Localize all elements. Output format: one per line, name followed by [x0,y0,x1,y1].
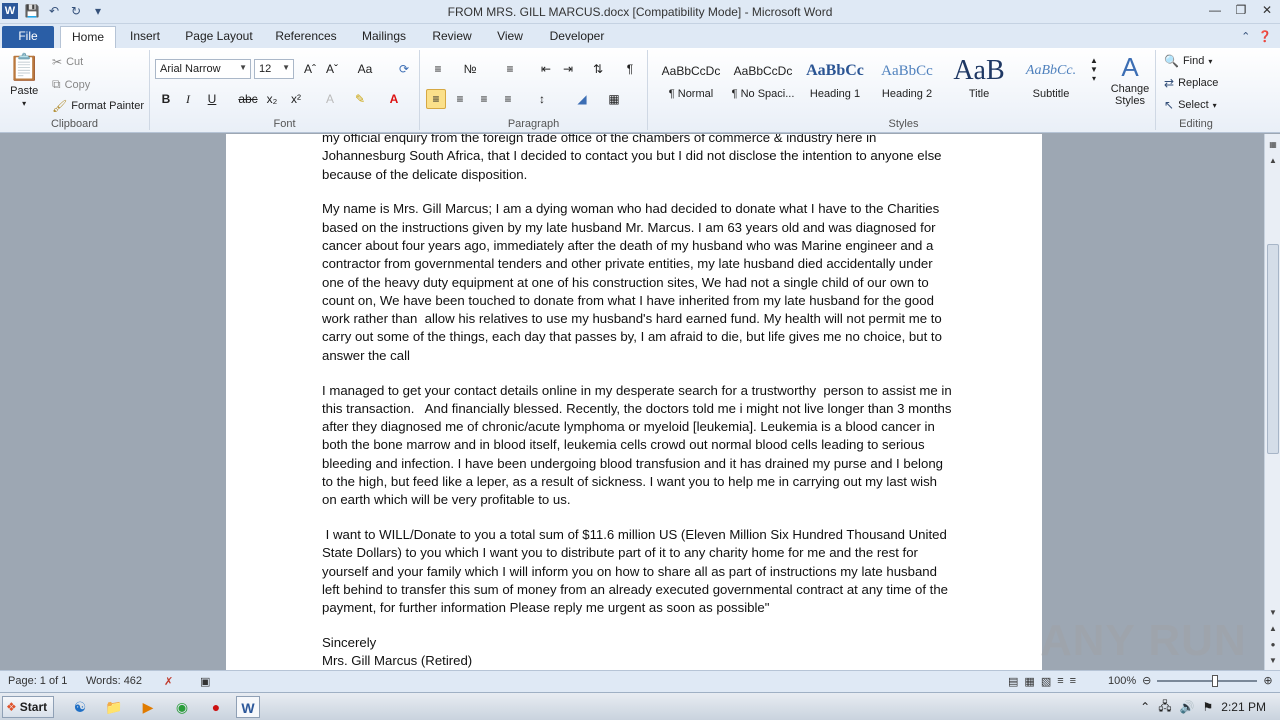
document-page[interactable] [226,134,1042,670]
styles-gallery-scroll[interactable] [1090,56,1098,83]
style-heading-1-preview: AaBbCc [806,62,864,79]
web-layout-icon[interactable]: ▧ [1040,676,1052,688]
vertical-scrollbar[interactable] [1264,134,1280,670]
start-label: Start [19,700,48,714]
style-no-spacing-label: ¶ No Spaci... [731,88,795,100]
align-left-icon[interactable]: ≡ [426,89,446,109]
full-screen-reading-icon[interactable]: ▦ [1024,676,1035,688]
customize-qat-icon[interactable]: ▾ [94,4,102,18]
align-right-icon[interactable]: ≡ [480,92,488,106]
clock[interactable]: 2:21 PM [1221,700,1266,714]
multilevel-list-icon[interactable]: ≡ [506,62,514,76]
zoom-level[interactable]: 100% [1108,674,1137,687]
help-icon[interactable]: ❓ [1258,31,1272,43]
italic-icon[interactable]: I [186,92,190,106]
outline-icon[interactable]: ≡ [1057,675,1064,687]
window-controls [1202,0,1280,20]
style-heading-1-label: Heading 1 [809,88,861,100]
style-heading-2[interactable] [872,54,942,108]
signature-name[interactable]: Mrs. Gill Marcus (Retired) [322,653,473,669]
change-styles-icon: A [1121,52,1139,82]
style-heading-2-label: Heading 2 [881,88,933,100]
browse-object-icon[interactable]: ● [1270,640,1276,649]
minimize-icon[interactable]: — [1209,3,1221,17]
font-family-select[interactable] [155,59,251,79]
zoom-slider[interactable] [1157,680,1257,682]
style-subtitle-preview: AaBbCc. [1025,63,1077,78]
zoom-out-icon[interactable]: ⊖ [1142,675,1152,687]
subscript-icon[interactable]: x₂ [266,92,278,106]
style-title-preview: AaB [953,55,1005,86]
ribbon-tabs [0,24,1280,48]
chrome-icon[interactable]: ◉ [175,699,189,715]
tab-view[interactable]: View [497,29,523,43]
security-shield-icon[interactable]: ● [211,699,221,715]
paragraph-4[interactable]: I want to WILL/Donate to you a total sum of $11.6 million US (Eleven Million Six Hundred Thousand United State Dollars) to you which I want you to distribute part of it to any charity home for me and the rest for yourself and your family which I will inform you on how to share all as part of instructions my late husband left behind to transfer this sum of money from an already executed governmental contract at any time of the payment, for further information Please reply me urgent as soon as possible" [322,527,952,616]
editing-group-label: Editing [1179,118,1213,130]
binoculars-icon: 🔍 [1164,54,1179,68]
text-effects-icon[interactable]: A [325,92,334,106]
tab-review[interactable]: Review [432,29,472,43]
cut-button[interactable] [52,55,83,69]
scroll-down-icon[interactable]: ▼ [1090,65,1098,74]
ribbon [0,48,1280,133]
font-family-value: Arial Narrow [160,63,221,75]
scrollbar-thumb[interactable] [1267,244,1279,454]
tab-home[interactable]: Home [60,26,116,48]
page-count[interactable]: Page: 1 of 1 [8,675,68,687]
superscript-icon[interactable]: x² [291,92,301,106]
paragraph-1[interactable]: my official enquiry from the foreign trade office of the chambers of commerce & industry here in Johannesburg South Africa, that I decided to contact you but I did not disclose the intention to anyone else because of the delicate disposition. [322,134,946,182]
maximize-icon[interactable]: ❐ [1235,3,1247,17]
bold-icon[interactable]: B [161,92,171,106]
tab-references[interactable]: References [275,29,337,43]
font-size-select[interactable] [254,59,294,79]
decrease-indent-icon[interactable]: ⇤ [540,62,552,76]
internet-explorer-icon[interactable]: ☯ [73,699,87,715]
scroll-down-icon[interactable]: ▼ [1269,608,1277,617]
style-no-spacing-preview: AaBbCcDc [733,64,793,78]
sign-off[interactable]: Sincerely [322,635,377,651]
chevron-down-icon: ▾ [1208,56,1213,66]
ruler-toggle-icon[interactable]: ▦ [1269,140,1277,149]
change-styles-label: Change Styles [1110,83,1150,107]
style-title-label: Title [968,88,990,100]
zoom-slider-knob[interactable] [1212,675,1218,687]
clipboard-group [0,50,150,130]
format-painter-button[interactable] [52,99,144,113]
document-area [0,134,1264,670]
font-size-value: 12 [259,63,272,75]
view-buttons [1008,675,1076,688]
undo-icon[interactable]: ↶ [48,4,60,18]
status-bar [0,670,1280,692]
underline-icon[interactable]: U [207,92,217,106]
editing-group [1156,50,1236,130]
style-subtitle[interactable] [1016,54,1086,108]
network-icon[interactable]: 🖧 [1158,698,1172,713]
redo-icon[interactable]: ↻ [70,4,82,18]
start-button[interactable] [2,696,54,718]
copy-icon: ⧉ [52,77,61,91]
zoom-control [1108,674,1273,687]
tab-file[interactable]: File [2,26,54,48]
paragraph-group-label: Paragraph [507,118,560,130]
cut-label: Cut [66,56,84,68]
select-arrow-icon: ↖ [1164,98,1175,112]
change-styles-button[interactable] [1106,52,1154,107]
action-center-flag-icon[interactable]: ⚑ [1202,700,1214,714]
volume-icon[interactable]: 🔊 [1179,700,1195,714]
style-heading-2-preview: AaBbCc [881,63,933,79]
font-color-icon[interactable]: A [389,92,399,106]
chevron-down-icon: ▾ [1212,100,1217,110]
zoom-in-icon[interactable]: ⊕ [1263,675,1273,687]
media-player-icon[interactable]: ▶ [142,699,154,715]
shrink-font-icon[interactable]: Aˇ [326,62,338,76]
paste-button[interactable] [8,52,40,108]
font-group-label: Font [273,118,296,130]
draft-icon[interactable]: ≡ [1069,675,1077,687]
explorer-folder-icon[interactable]: 📁 [105,699,123,715]
copy-button[interactable] [52,77,90,92]
scroll-up-icon[interactable]: ▲ [1269,156,1277,165]
chevron-down-icon: ▼ [282,63,290,72]
clear-formatting-icon[interactable]: ⟳ [398,62,410,76]
copy-label: Copy [64,78,91,91]
clipboard-group-label: Clipboard [50,118,99,130]
paragraph-group [420,50,648,130]
styles-group [652,50,1156,130]
minimize-ribbon-icon[interactable]: ⌃ [1241,31,1251,43]
format-painter-label: Format Painter [71,100,144,112]
change-case-icon[interactable]: Aa [357,62,373,76]
replace-label: Replace [1178,77,1219,89]
more-styles-icon[interactable]: ▾ [1091,74,1096,83]
taskbar [0,692,1280,720]
save-icon[interactable]: 💾 [24,4,40,18]
previous-page-icon[interactable]: ▲ [1269,624,1277,633]
word-app-icon[interactable]: W [2,3,18,19]
sort-icon[interactable]: ⇅ [592,62,604,76]
proofing-icon[interactable]: ✗ [164,676,174,688]
numbering-icon[interactable]: № [463,62,477,76]
grow-font-icon[interactable]: Aˆ [304,62,316,76]
close-icon[interactable]: ✕ [1261,3,1273,17]
style-normal[interactable] [656,54,726,108]
style-normal-preview: AaBbCcDc [661,64,721,78]
print-layout-icon[interactable]: ▤ [1008,676,1019,688]
window-title: FROM MRS. GILL MARCUS.docx [Compatibility Mode] - Microsoft Word [447,5,833,19]
next-page-icon[interactable]: ▼ [1269,656,1277,665]
system-tray [1140,693,1280,720]
anyrun-watermark: ANY RUN [1040,616,1247,665]
show-formatting-icon[interactable]: ¶ [626,62,634,76]
tab-mailings[interactable]: Mailings [361,29,406,43]
shading-icon[interactable]: ◢ [577,92,587,106]
find-label: Find [1182,55,1205,67]
chevron-down-icon: ▼ [239,63,247,72]
title-bar [0,0,1280,24]
replace-button[interactable] [1164,76,1218,90]
style-subtitle-label: Subtitle [1032,88,1070,100]
paragraph-2[interactable]: My name is Mrs. Gill Marcus; I am a dying woman who had decided to donate what I have to the Charities based on the instructions given by my late husband Mr. Marcus. I am 63 years old and was diagnosed for cancer about four years ago, immediately after the death of my husband who was Marine engineer and a contractor from governmental tenders and other private entities, my late husband died accidentally under one of the heavy duty equipment at one of his construction sites, We had not a single child of our own to count on, We have been touched to donate from what I have inherited from my late husband for the good work rather than allow his relatives to use my husband's hard earned fund. My health will not permit me to carry out some of the things, each day that passes by, I am afraid to die, but life gives me no choice, but to answer the call [322,201,946,363]
strikethrough-icon[interactable]: abc [238,92,258,106]
paste-dropdown-icon: ▾ [22,99,27,108]
tab-insert[interactable]: Insert [129,29,160,43]
justify-icon[interactable]: ≡ [504,92,512,106]
find-button[interactable] [1164,54,1212,68]
style-no-spacing[interactable] [728,54,798,108]
show-hidden-icons-icon[interactable]: ⌃ [1140,700,1151,714]
paste-label: Paste [10,85,39,97]
bullets-icon[interactable]: ≡ [434,62,442,76]
brush-icon: 🖌 [52,99,68,113]
select-label: Select [1178,99,1209,111]
tab-page-layout[interactable]: Page Layout [185,29,253,43]
tab-developer[interactable]: Developer [549,29,605,43]
styles-group-label: Styles [888,118,919,130]
font-group [150,50,420,130]
select-button[interactable] [1164,98,1217,112]
paste-icon: 📋 [8,52,41,82]
windows-logo-icon: ❖ [6,700,17,714]
document-body[interactable] [322,134,956,670]
paragraph-3[interactable]: I managed to get your contact details online in my desperate search for a trustworthy person to assist me in this transaction. And financially blessed. Recently, the doctors told me i might not live longer than 3 months after they diagnosed me of chronic/acute lymphoma or myeloid [leukemia]. Leukemia is a blood cancer in both the bone marrow and in blood itself, leukemia cells crowd out normal blood cells leading to serious bleeding and infection. I have been undergoing blood transfusion and it has drained my purse and I belong to the high, but feed like a leper, as a result of sickness. I want you to help me in carrying out my last wish on earth which will be very profitable to us. [322,382,956,508]
word-taskbar-icon[interactable]: W [236,696,260,718]
highlight-icon[interactable]: ✎ [354,92,366,106]
style-normal-label: ¶ Normal [668,88,714,100]
style-title[interactable] [944,54,1014,108]
line-spacing-icon[interactable]: ↕ [539,92,545,106]
macro-record-icon[interactable]: ▣ [200,676,211,688]
borders-icon[interactable]: ▦ [608,92,620,106]
word-count[interactable]: Words: 462 [86,675,143,687]
replace-icon: ⇄ [1164,76,1175,90]
style-heading-1[interactable] [800,54,870,108]
scroll-up-icon[interactable]: ▲ [1090,56,1098,65]
scissors-icon: ✂ [52,55,63,69]
align-center-icon[interactable]: ≡ [456,92,464,106]
increase-indent-icon[interactable]: ⇥ [562,62,574,76]
ribbon-help-controls [1241,30,1272,43]
